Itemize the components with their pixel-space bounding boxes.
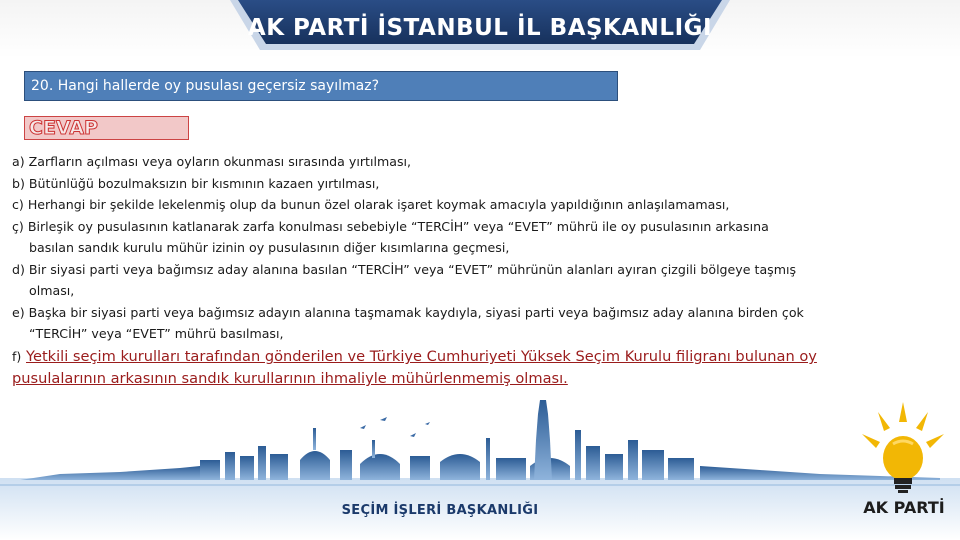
answer-line-continued: olması, [29,283,75,298]
answer-item-d [12,259,942,302]
logo-text: AK PARTİ [863,498,945,517]
answer-line-continued: “TERCİH” veya “EVET” mührü basılması, [29,326,284,341]
answer-line: e) Başka bir siyasi parti veya bağımsız adayın alanına taşmamak kaydıyla, siyasi parti veya bağımsız aday alanına birden çok [12,304,804,320]
header-banner [0,0,960,58]
answer-line: d) Bir siyasi parti veya bağımsız aday alanına basılan “TERCİH” veya “EVET” mührünün alanları ayıran çizgili bölgeye taşmış [12,261,797,277]
answer-line: ç) Birleşik oy pusulasının katlanarak zarfa konulması sebebiyle “TERCİH” veya “EVET” mührü ile oy pusulasının arkasına [12,218,769,234]
answer-line: a) Zarfların açılması veya oyların okunması sırasında yırtılması, [12,154,412,169]
answer-prefix: f) [12,349,22,364]
answer-item-c [12,194,942,216]
question-text: 20. Hangi hallerde oy pusulası geçersiz sayılmaz? [31,78,380,94]
answer-item-a [12,151,942,173]
answer-item-b [12,173,942,195]
answer-emphasis: Yetkili seçim kurulları tarafından gönderilen ve Türkiye Cumhuriyeti Yüksek Seçim Kurulu filigranı bulunan oy [26,348,817,365]
answer-line-continued: basılan sandık kurulu mühür izinin oy pusulasının diğer kısımlarına geçmesi, [29,240,510,255]
footer-title: SEÇİM İŞLERİ BAŞKANLIĞI [341,503,539,518]
answer-list [12,151,942,345]
answer-line: b) Bütünlüğü bozulmaksızın bir kısmının kazaen yırtılması, [12,175,380,191]
answer-emphasis-continued: pusulalarının arkasının sandık kurullarının ihmaliyle mühürlenmemiş olması. [12,370,568,387]
answer-line: c) Herhangi bir şekilde lekelenmiş olup da bunun özel olarak işaret koymak amacıyla yapıldığının anlaşılamaması, [12,197,730,212]
answer-label-box [24,116,189,140]
answer-label: CEVAP [29,117,98,139]
question-box [24,71,618,101]
answer-item-e [12,302,942,345]
page-title: AK PARTİ İSTANBUL İL BAŞKANLIĞI [247,15,713,41]
answer-item-c-cedilla [12,216,942,259]
